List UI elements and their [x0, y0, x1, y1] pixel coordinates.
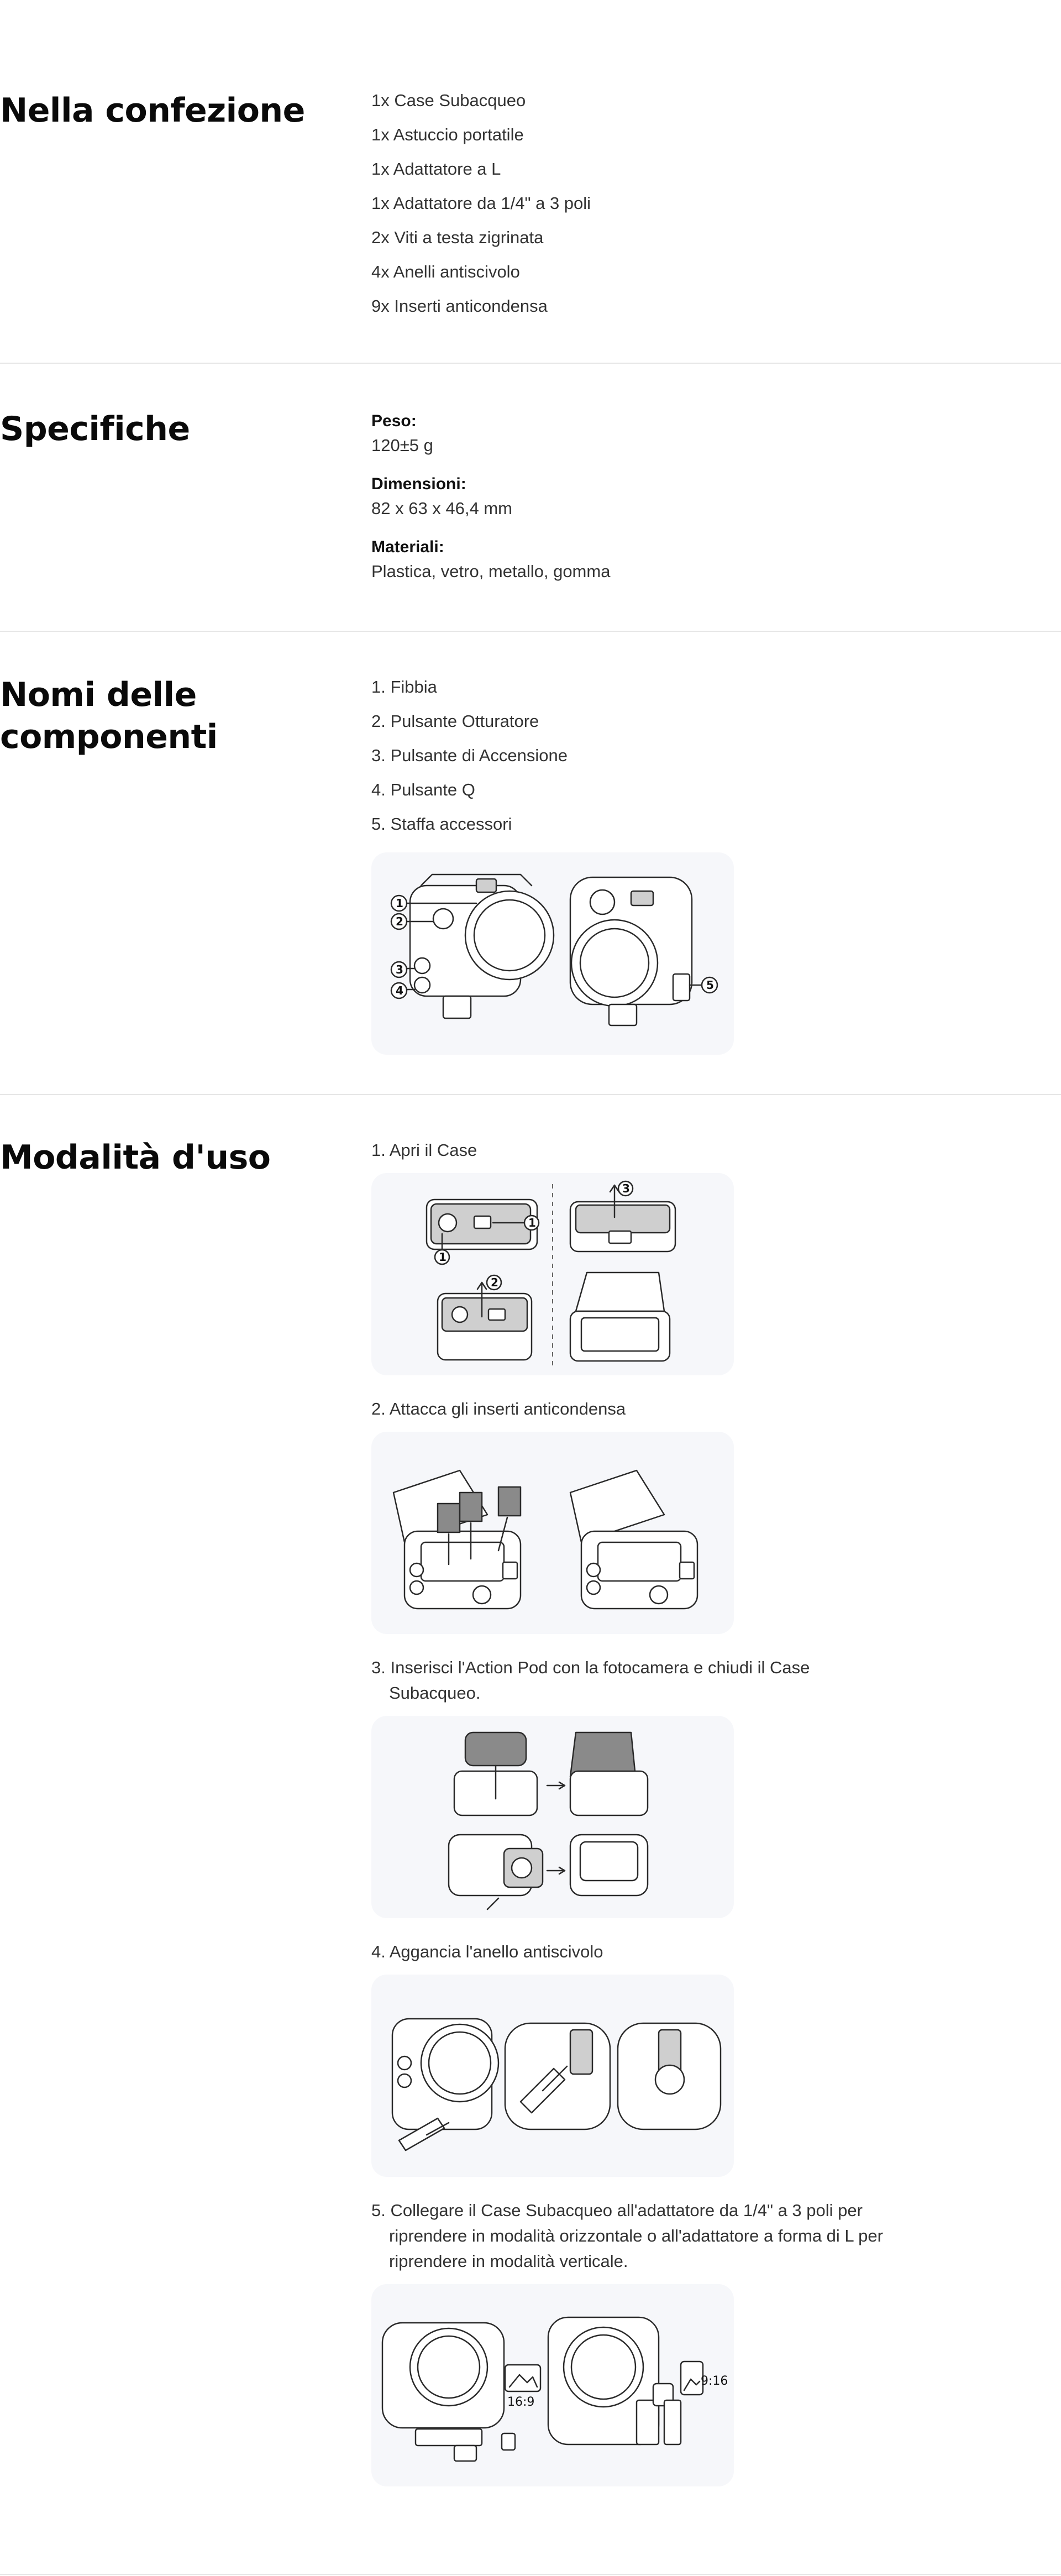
callout-number: 3 — [622, 1182, 630, 1195]
callout-number: 2 — [396, 915, 403, 928]
callout-number: 4 — [396, 984, 403, 997]
step-4-text: 4. Aggancia l'anello antiscivolo — [371, 1942, 603, 1961]
section-usage — [0, 1095, 1061, 2576]
callout-number: 5 — [706, 978, 714, 992]
lens-ring-inner — [571, 2335, 635, 2399]
section-components — [0, 632, 1061, 1095]
pod-lens — [512, 1858, 532, 1878]
list-item: 2. Pulsante Otturatore — [371, 711, 539, 731]
callout-number: 3 — [396, 963, 403, 976]
case-button — [473, 1586, 491, 1604]
mount-foot-right — [609, 1004, 637, 1025]
case-lid-open — [576, 1273, 664, 1311]
anti-fog-insert — [498, 1487, 521, 1516]
case-button — [587, 1581, 600, 1594]
l-adapter — [637, 2400, 659, 2444]
dimensions-value: 82 x 63 x 46,4 mm — [371, 499, 513, 518]
case-button — [439, 1214, 456, 1232]
lens-ring-inner — [580, 929, 649, 997]
buckle-icon — [631, 891, 653, 905]
step-5-diagram — [371, 2284, 734, 2486]
list-item: 4. Pulsante Q — [371, 780, 475, 799]
case-base — [570, 1771, 648, 1815]
dimensions-label: Dimensioni: — [371, 475, 466, 493]
step-3-diagram — [371, 1716, 734, 1918]
callout-number: 1 — [528, 1216, 536, 1229]
weight-label: Peso: — [371, 412, 417, 430]
shutter-button-icon — [590, 890, 614, 914]
buckle-icon — [474, 1216, 491, 1228]
weight-value: 120±5 g — [371, 436, 433, 455]
case-lid — [576, 1205, 670, 1233]
usage-steps — [371, 1138, 1034, 2486]
buckle-icon — [503, 1562, 517, 1579]
components-title-line2: componenti — [0, 718, 218, 756]
case-base — [570, 1311, 670, 1361]
case-button — [650, 1586, 668, 1604]
box-contents-list — [371, 83, 1034, 323]
section-box-contents — [0, 0, 1061, 364]
case-button — [452, 1307, 468, 1322]
step-3-text: 3. Inserisci l'Action Pod con la fotocamera e chiudi il Case Subacqueo. — [371, 1658, 810, 1703]
buckle-icon — [489, 1309, 505, 1320]
list-item: 1x Adattatore a L — [371, 159, 501, 179]
specs-block — [371, 409, 1034, 598]
case-button — [587, 1563, 600, 1577]
case-button — [398, 2074, 411, 2087]
anti-fog-insert — [460, 1493, 482, 1521]
lens-ring-inner — [429, 2032, 491, 2094]
accessory-bracket — [673, 974, 690, 1001]
callout-number: 1 — [439, 1250, 447, 1264]
list-item: 1x Astuccio portatile — [371, 125, 524, 144]
list-item: 9x Inserti anticondensa — [371, 296, 548, 316]
anti-slip-ring — [655, 2065, 684, 2094]
usage-title: Modalità d'uso — [0, 1138, 271, 1177]
section-divider — [0, 2574, 1061, 2575]
step-5-text: 5. Collegare il Case Subacqueo all'adattatore da 1/4" a 3 poli per riprendere in modalità orizzontale o all'adattatore a forma di L per riprendere in modalità verticale. — [371, 2201, 883, 2271]
buckle-icon — [609, 1231, 631, 1243]
list-item: 1x Case Subacqueo — [371, 91, 526, 110]
step-4-diagram — [371, 1975, 734, 2177]
list-item: 1x Adattatore da 1/4" a 3 poli — [371, 193, 591, 213]
tripod-adapter — [416, 2429, 482, 2446]
list-item: 2x Viti a testa zigrinata — [371, 228, 544, 247]
step-1-text: 1. Apri il Case — [371, 1140, 477, 1160]
mount-foot-left — [443, 996, 471, 1018]
materials-value: Plastica, vetro, metallo, gomma — [371, 562, 611, 581]
case-button — [398, 2056, 411, 2070]
thumb-screw — [502, 2433, 515, 2450]
shutter-button-icon — [433, 909, 453, 929]
power-button-icon — [414, 958, 430, 973]
components-title — [0, 674, 218, 758]
components-list — [371, 670, 1034, 1055]
mount-foot — [570, 2030, 592, 2074]
box-contents-title: Nella confezione — [0, 91, 305, 130]
components-diagram — [371, 852, 734, 1055]
list-item: 4x Anelli antiscivolo — [371, 262, 520, 281]
ratio-landscape-label: 16:9 — [507, 2395, 535, 2409]
case-button — [410, 1563, 423, 1577]
anti-fog-insert — [438, 1504, 460, 1532]
case-lid-closing — [570, 1732, 635, 1777]
lens-ring-inner — [418, 2336, 480, 2398]
q-button-icon — [414, 977, 430, 993]
arrow-line — [487, 1898, 498, 1909]
callout-number: 2 — [491, 1276, 498, 1289]
buckle-icon — [680, 1562, 694, 1579]
step-2-text: 2. Attacca gli inserti anticondensa — [371, 1399, 626, 1418]
lens-ring-inner — [474, 900, 545, 971]
step-1-diagram — [371, 1173, 734, 1375]
callout-number: 1 — [396, 897, 403, 910]
case-button — [410, 1581, 423, 1594]
list-item: 1. Fibbia — [371, 677, 437, 697]
adapter-foot — [454, 2446, 476, 2461]
specs-title: Specifiche — [0, 410, 190, 448]
buckle-icon — [476, 879, 496, 892]
ratio-portrait-label: 9:16 — [701, 2374, 728, 2388]
list-item: 5. Staffa accessori — [371, 814, 512, 834]
l-adapter-arm — [664, 2400, 681, 2444]
list-item: 3. Pulsante di Accensione — [371, 746, 568, 765]
materials-label: Materiali: — [371, 538, 444, 556]
section-specs — [0, 364, 1061, 631]
step-2-diagram — [371, 1432, 734, 1634]
components-title-line1: Nomi delle — [0, 676, 197, 714]
action-pod — [465, 1732, 526, 1766]
